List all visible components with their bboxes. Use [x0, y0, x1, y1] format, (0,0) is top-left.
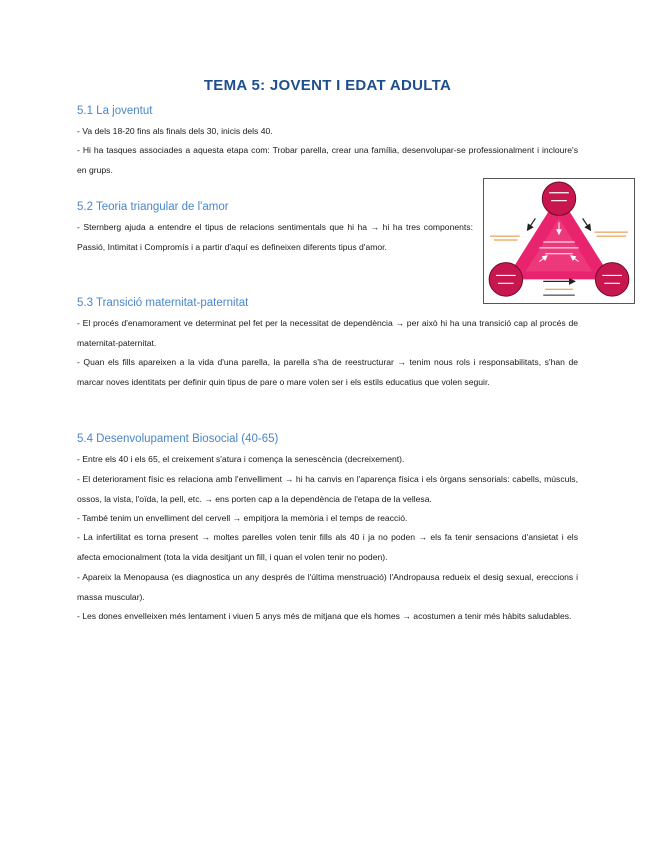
- paragraph: - Quan els fills apareixen a la vida d'una parella, la parella s'ha de reestructurar → tenim nous rols i responsabilitats, s'han de marcar noves identitats per definir quin tipus de pare o mare volen ser i els estils educatius que volen seguir.: [77, 357, 578, 387]
- section-heading-transicio: 5.3 Transició maternitat-paternitat: [77, 297, 249, 309]
- page-title: TEMA 5: JOVENT I EDAT ADULTA: [203, 77, 452, 94]
- paragraph: - El deteriorament físic es relaciona amb l'envelliment → hi ha canvis en l'aparença física i els òrgans sensorials: cabells, músculs, ossos, la vista, l'oïda, la pell, etc. → ens porten cap a la dependència de l'etapa de la vellesa.: [77, 474, 578, 504]
- paragraph: - Sternberg ajuda a entendre el tipus de relacions sentimentals que hi ha → hi ha tres components: Passió, Intimitat i Compromís i a partir d'aquí es defineixen diferents tipus d'amor.: [77, 222, 473, 252]
- paragraph: - Hi ha tasques associades a aquesta etapa com: Trobar parella, crear una família, desenvolupar-se professionalment i incloure's en grups.: [77, 145, 578, 175]
- paragraph: - Entre els 40 i els 65, el creixement s'atura i comença la senescència (decreixement).: [77, 454, 405, 464]
- section-heading-desenvolupament: 5.4 Desenvolupament Biosocial (40-65): [77, 433, 279, 445]
- sternberg-triangle-icon: [484, 179, 634, 303]
- section-heading-teoria-triangular: 5.2 Teoria triangular de l'amor: [77, 201, 229, 213]
- paragraph: - Va dels 18-20 fins als finals dels 30, inicis dels 40.: [77, 126, 273, 136]
- paragraph: - També tenim un envelliment del cervell → empitjora la memòria i el temps de reacció.: [77, 513, 408, 523]
- section-heading-joventut: 5.1 La joventut: [77, 105, 153, 117]
- paragraph: - La infertilitat es torna present → moltes parelles volen tenir fills als 40 i ja no poden → els fa tenir sensacions d'ansietat i els afecta emocionalment (tota la vida desitjant un fill, i quan el volen tenir no poden).: [77, 532, 578, 562]
- paragraph: - Les dones envelleixen més lentament i viuen 5 anys més de mitjana que els homes → acostumen a tenir més hàbits saludables.: [77, 611, 572, 621]
- paragraph: - Apareix la Menopausa (es diagnostica un any després de l'última menstruació) l'Andropausa redueix el desig sexual, ereccions i massa muscular).: [77, 572, 578, 602]
- love-triangle-figure: [483, 178, 635, 304]
- paragraph: - El procés d'enamorament ve determinat pel fet per la necessitat de dependència → per això hi ha una transició cap al procés de maternitat-paternitat.: [77, 318, 578, 348]
